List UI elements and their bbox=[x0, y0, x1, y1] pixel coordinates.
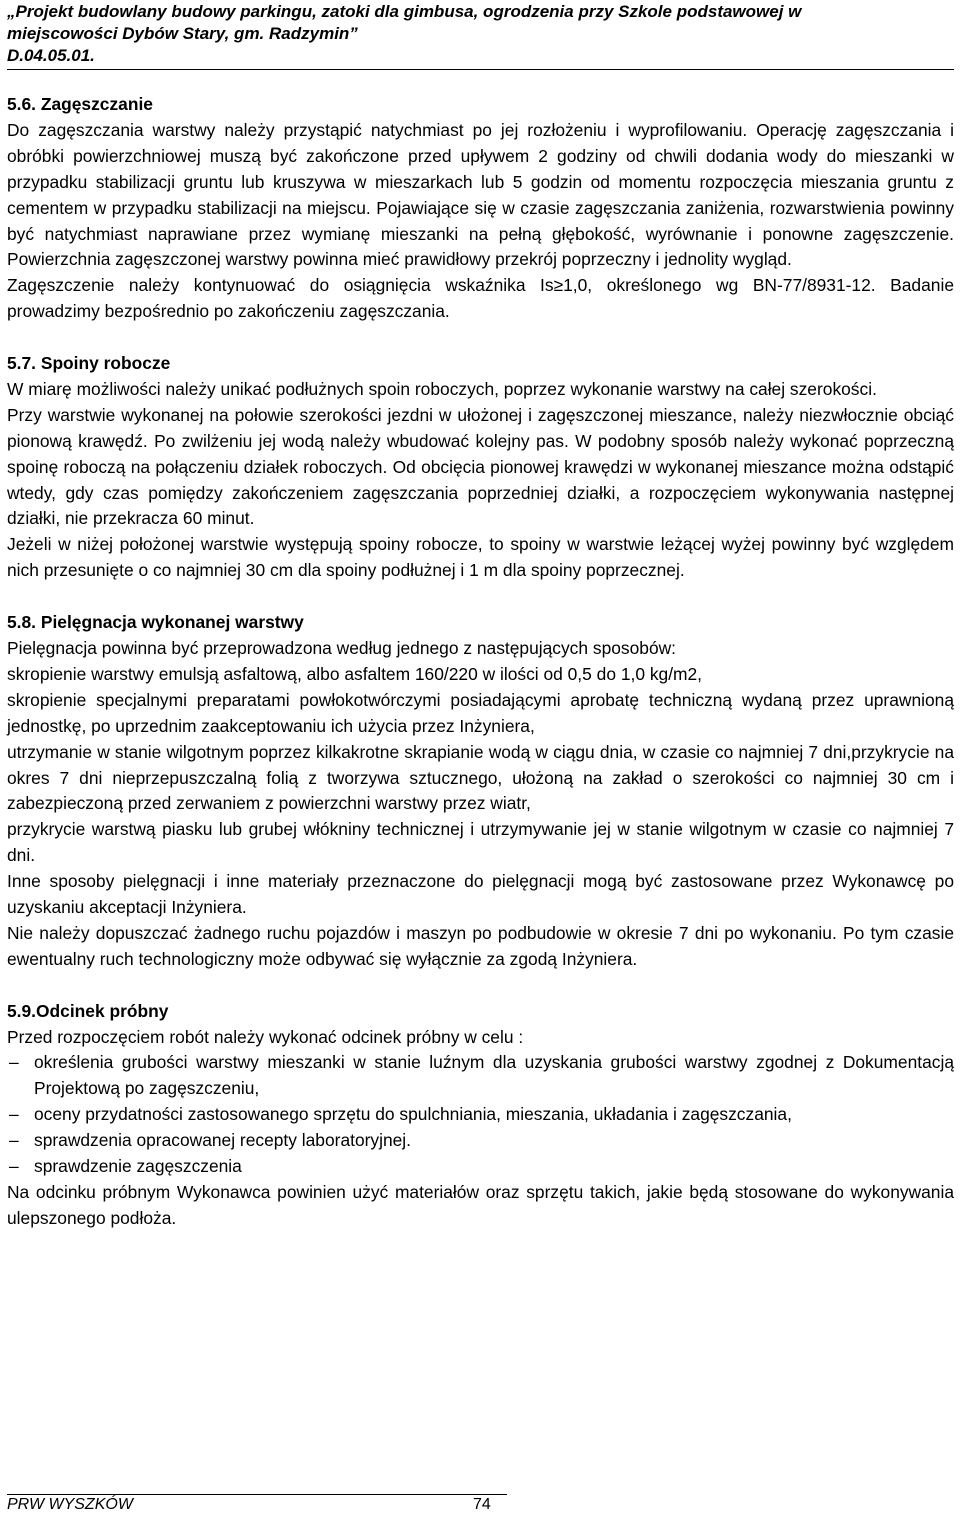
document-page bbox=[7, 0, 954, 1258]
paragraph: Pielęgnacja powinna być przeprowadzona według jednego z następujących sposobów: bbox=[7, 638, 677, 658]
paragraph: Przy warstwie wykonanej na połowie szerokości jezdni w ułożonej i zagęszczonej mieszance, należy niezwłocznie obciąć pionową krawędź. Po zwilżeniu jej wodą należy wbudować kolejny pas. W podobny sposób należy wykonać poprzeczną spoinę roboczą na połączeniu działek roboczych. Od obcięcia pionowej krawędzi w wykonanej mieszance można odstąpić wtedy, gdy czas pomiędzy zakończeniem zagęszczania poprzedniej działki, a rozpoczęciem wykonywania następnej działki, nie przekracza 60 minut. bbox=[7, 404, 954, 529]
document-footer bbox=[7, 1494, 507, 1513]
section-odcinek-probny bbox=[7, 999, 954, 1232]
header-spec-code: D.04.05.01. bbox=[7, 46, 95, 65]
list-item-text: określenia grubości warstwy mieszanki w stanie luźnym dla uzyskania grubości warstwy zgodnej z Dokumentacją Projektową po zagęszczeniu, bbox=[34, 1052, 954, 1099]
document-body bbox=[7, 92, 954, 1232]
dash-bullet: – bbox=[9, 1156, 19, 1177]
paragraph: Zagęszczenie należy kontynuować do osiągnięcia wskaźnika Is≥1,0, określonego wg BN-77/8931-12. Badanie prowadzimy bezpośrednio po zakończeniu zagęszczania. bbox=[7, 275, 954, 322]
list-item-text: sprawdzenie zagęszczenia bbox=[34, 1156, 242, 1177]
dash-bullet: – bbox=[9, 1130, 19, 1151]
section-heading: 5.6. Zagęszczanie bbox=[7, 94, 153, 114]
document-header bbox=[7, 0, 954, 70]
footer-company: PRW WYSZKÓW bbox=[7, 1496, 133, 1513]
dash-bullet: – bbox=[9, 1104, 19, 1125]
section-heading: 5.7. Spoiny robocze bbox=[7, 353, 171, 374]
list-item bbox=[7, 1154, 954, 1180]
paragraph: W miarę możliwości należy unikać podłużnych spoin roboczych, poprzez wykonanie warstwy na całej szerokości. bbox=[7, 378, 877, 399]
paragraph: Do zagęszczania warstwy należy przystąpić natychmiast po jej rozłożeniu i wyprofilowaniu. Operację zagęszczania i obróbki powierzchniowej muszą być zakończone przed upływem 2 godziny od chwili dodania wody do mieszanki w przypadku stabilizacji gruntu lub kruszywa w mieszarkach lub 5 godzin od momentu rozpoczęcia mieszania gruntu z cementem w przypadku stabilizacji na miejscu. Pojawiające się w czasie zagęszczania zaniżenia, rozwarstwienia powinny być natychmiast naprawiane przez wymianę mieszanki na pełną głębokość, wyrównanie i ponowne zagęszczenie. Powierzchnia zagęszczonej warstwy powinna mieć prawidłowy przekrój poprzeczny i jednolity wygląd. bbox=[7, 119, 954, 270]
list-item-text: sprawdzenia opracowanej recepty laboratoryjnej. bbox=[34, 1130, 412, 1151]
section-zageszczanie bbox=[7, 92, 954, 325]
dash-bullet: – bbox=[9, 1052, 19, 1073]
paragraph: Nie należy dopuszczać żadnego ruchu pojazdów i maszyn po podbudowie w okresie 7 dni po wykonaniu. Po tym czasie ewentualny ruch technologiczny może odbywać się wyłącznie za zgodą Inżyniera. bbox=[7, 922, 954, 969]
list-item bbox=[7, 1102, 954, 1128]
paragraph: Inne sposoby pielęgnacji i inne materiały przeznaczone do pielęgnacji mogą być zastosowane przez Wykonawcę po uzyskaniu akceptacji Inżyniera. bbox=[7, 871, 954, 918]
section-pielegnacja bbox=[7, 610, 954, 973]
section-heading: 5.9.Odcinek próbny bbox=[7, 1000, 169, 1021]
section-spoiny-robocze bbox=[7, 351, 954, 584]
paragraph: Przed rozpoczęciem robót należy wykonać odcinek próbny w celu : bbox=[7, 1026, 524, 1047]
paragraph: utrzymanie w stanie wilgotnym poprzez kilkakrotne skrapianie wodą w ciągu dnia, w czasie co najmniej 7 dni,przykrycie na okres 7 dni nieprzepuszczalną folią z tworzywa sztucznego, ułożoną na zakład o szerokości co najmniej 30 cm i zabezpieczoną przed zerwaniem z powierzchni warstwy przez wiatr, bbox=[7, 741, 954, 814]
header-title-line-2: miejscowości Dybów Stary, gm. Radzymin” bbox=[7, 24, 358, 43]
paragraph: przykrycie warstwą piasku lub grubej włókniny technicznej i utrzymywanie jej w stanie wilgotnym w czasie co najmniej 7 dni. bbox=[7, 819, 954, 866]
list-item-text: oceny przydatności zastosowanego sprzętu do spulchniania, mieszania, układania i zagęszczania, bbox=[34, 1104, 792, 1125]
paragraph: Na odcinku próbnym Wykonawca powinien użyć materiałów oraz sprzętu takich, jakie będą stosowane do wykonywania ulepszonego podłoża. bbox=[7, 1182, 954, 1228]
dash-list bbox=[7, 1050, 954, 1180]
header-title-line-1: „Projekt budowlany budowy parkingu, zatoki dla gimbusa, ogrodzenia przy Szkole podstawowej w bbox=[7, 2, 802, 21]
paragraph: skropienie warstwy emulsją asfaltową, albo asfaltem 160/220 w ilości od 0,5 do 1,0 kg/m2, bbox=[7, 663, 703, 684]
list-item bbox=[7, 1128, 954, 1154]
paragraph: skropienie specjalnymi preparatami powłokotwórczymi posiadającymi aprobatę techniczną wydaną przez uprawnioną jednostkę, po uprzednim zaakceptowaniu ich użycia przez Inżyniera, bbox=[7, 689, 954, 736]
page-number: 74 bbox=[473, 1496, 491, 1513]
list-item bbox=[7, 1050, 954, 1102]
paragraph: Jeżeli w niżej położonej warstwie występują spoiny robocze, to spoiny w warstwie leżącej wyżej powinny być względem nich przesunięte o co najmniej 30 cm dla spoiny podłużnej i 1 m dla spoiny poprzecznej. bbox=[7, 534, 954, 581]
section-heading: 5.8. Pielęgnacja wykonanej warstwy bbox=[7, 612, 304, 633]
